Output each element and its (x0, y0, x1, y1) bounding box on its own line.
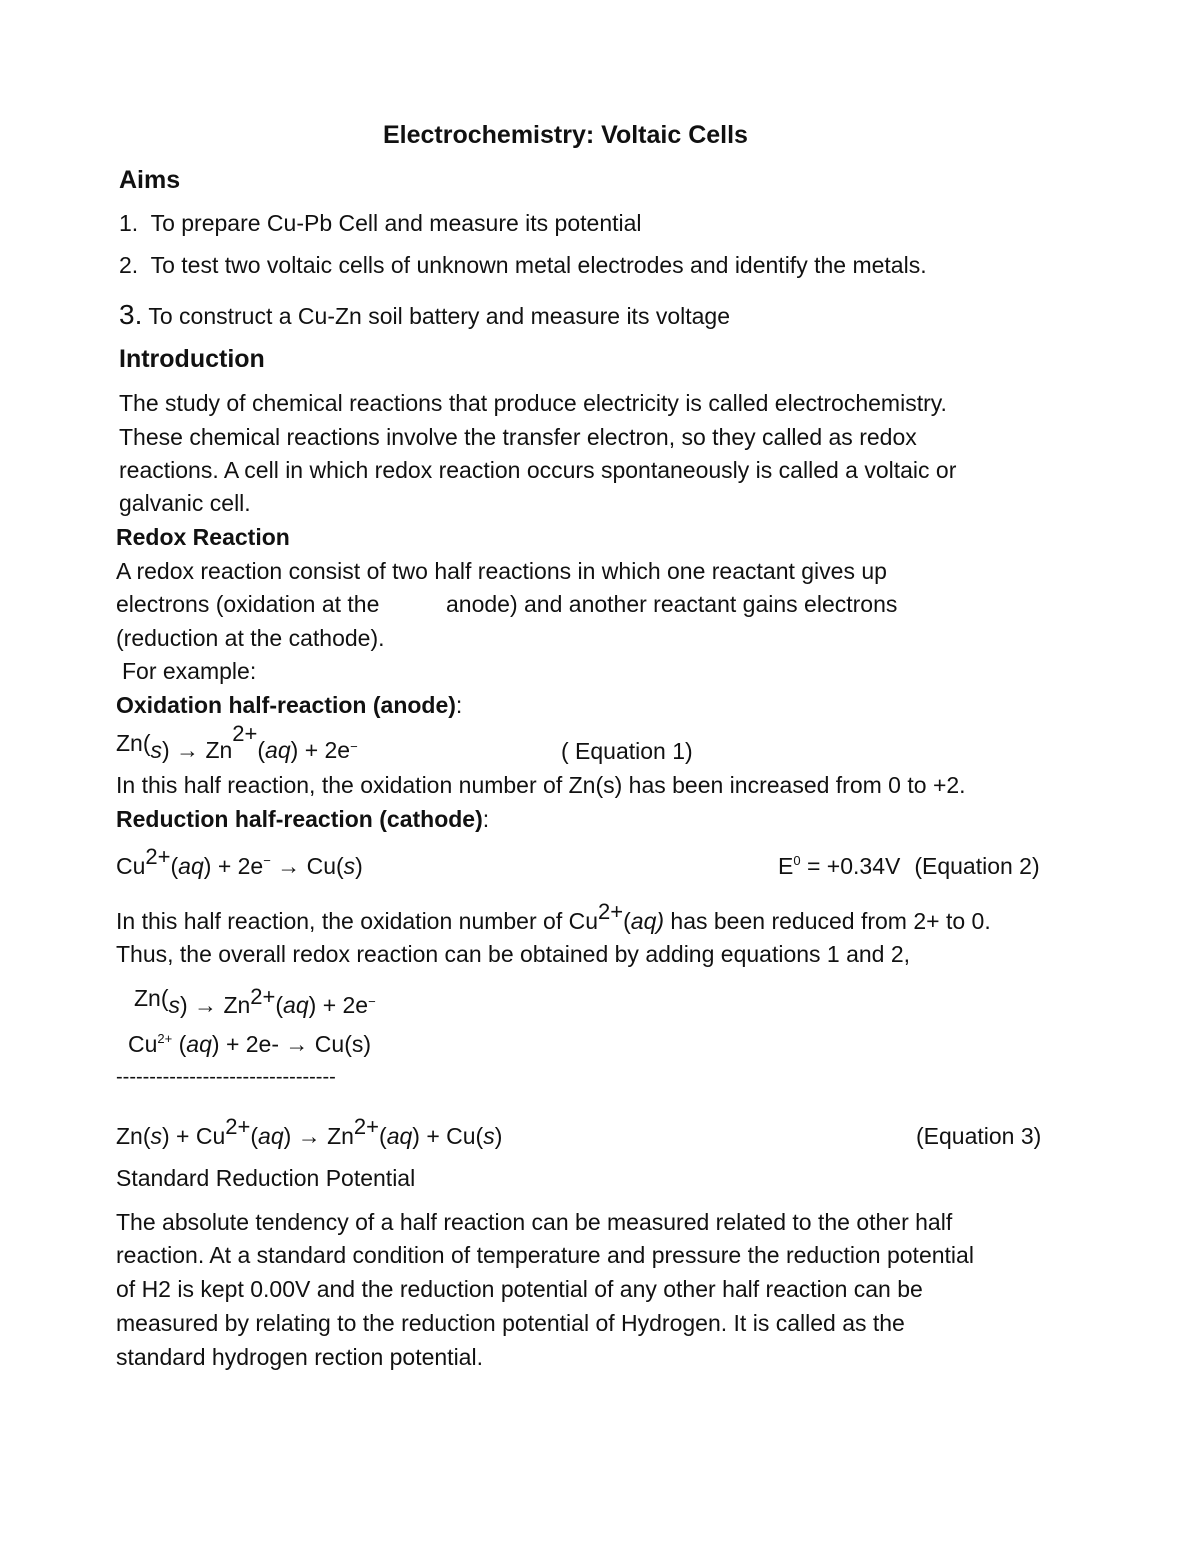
aim-item-3 (119, 301, 730, 329)
eq-text: ( (275, 992, 284, 1018)
eq-text: ( (170, 853, 179, 879)
redox-line: (reduction at the cathode). (116, 625, 385, 651)
standard-line: standard hydrogen rection potential. (116, 1344, 483, 1370)
eq-text: ) (355, 853, 363, 879)
eq-text: Zn( (116, 730, 151, 756)
eq-superscript: 2+ (353, 1114, 380, 1139)
redox-line: For example: (122, 658, 257, 684)
redox-line: anode) and another reactant gains electrons (446, 591, 898, 617)
aim-number: 3. (119, 299, 143, 330)
note-text: aq) (630, 908, 665, 934)
eq-superscript: 2+ (157, 1031, 173, 1046)
aims-heading: Aims (119, 166, 181, 194)
redox-line: A redox reaction consist of two half reactions in which one reactant gives up (116, 558, 887, 584)
eq-text: ) (494, 1123, 503, 1149)
eq-text: aq (386, 1123, 413, 1149)
eq-superscript: − (350, 739, 358, 754)
aim-number: 1. (119, 210, 139, 236)
eq-superscript: − (368, 994, 376, 1009)
eq-text: s (343, 853, 356, 879)
e0-value: = +0.34V (800, 853, 901, 879)
sum-line-2 (128, 1033, 371, 1056)
oxidation-heading (116, 694, 462, 717)
intro-line: These chemical reactions involve the transfer electron, so they called as redox (119, 424, 917, 450)
eq-text: ) → Zn (283, 1123, 354, 1149)
eq-text: ( (257, 737, 266, 763)
eq-text: ) + 2e (308, 992, 369, 1018)
eq-superscript: 2+ (145, 844, 171, 869)
equation-2-potential (778, 855, 1040, 878)
oxidation-heading-text: Oxidation half-reaction (anode) (116, 692, 456, 718)
reduction-note (116, 899, 991, 934)
note-text: has been reduced from 2+ to 0. (664, 908, 991, 934)
standard-line: measured by relating to the reduction potential of Hydrogen. It is called as the (116, 1310, 905, 1336)
intro-line: reactions. A cell in which redox reaction occurs spontaneously is called a voltaic or (119, 457, 957, 483)
sum-divider: --------------------------------- (116, 1066, 336, 1088)
reduction-heading-text: Reduction half-reaction (cathode) (116, 806, 483, 832)
note-superscript: 2+ (598, 899, 624, 924)
eq-superscript: 2+ (225, 1114, 251, 1139)
standard-line: The absolute tendency of a half reaction can be measured related to the other half (116, 1209, 953, 1235)
eq-text: Zn( (116, 1123, 151, 1149)
e0-symbol: E (778, 853, 794, 879)
eq-text: ( (172, 1031, 187, 1057)
standard-line: of H2 is kept 0.00V and the reduction potential of any other half reaction can be (116, 1276, 923, 1302)
e0-superscript: 0 (793, 853, 801, 868)
eq-text: Cu(s) (308, 1031, 372, 1057)
redox-line: electrons (oxidation at the (116, 591, 380, 617)
aim-text: To construct a Cu-Zn soil battery and measure its voltage (148, 303, 731, 329)
intro-line: galvanic cell. (119, 490, 251, 516)
eq-text: s (168, 992, 180, 1018)
standard-line: reaction. At a standard condition of temperature and pressure the reduction potential (116, 1242, 974, 1268)
equation-1 (116, 721, 358, 763)
eq-text: aq (283, 992, 309, 1018)
eq-text: ) → Zn (180, 992, 251, 1018)
equation-3 (116, 1114, 503, 1149)
equation-3-label: (Equation 3) (916, 1123, 1042, 1149)
eq-text: ) + 2e- (211, 1031, 286, 1057)
aim-number: 2. (119, 252, 139, 278)
arrow-icon: → (285, 1031, 309, 1057)
standard-heading: Standard Reduction Potential (116, 1165, 416, 1191)
aim-text: To test two voltaic cells of unknown metal electrodes and identify the metals. (150, 252, 927, 278)
eq-text: ) + Cu( (412, 1123, 484, 1149)
note-text: ( (623, 908, 631, 934)
eq-text: aq (258, 1123, 284, 1149)
reduction-note-2: Thus, the overall redox reaction can be obtained by adding equations 1 and 2, (116, 941, 911, 967)
eq-text: Cu (116, 853, 146, 879)
eq-text: aq (186, 1031, 212, 1057)
reduction-heading (116, 808, 489, 831)
eq-text: aq (178, 853, 204, 879)
eq-text: ) → Zn (162, 737, 233, 763)
eq-text: ) + 2e (290, 737, 351, 763)
eq-text: aq (265, 737, 291, 763)
intro-line: The study of chemical reactions that produce electricity is called electrochemistry. (119, 390, 947, 416)
aim-item-1 (119, 212, 642, 235)
page-title: Electrochemistry: Voltaic Cells (383, 121, 748, 149)
eq-text: Zn( (134, 985, 169, 1011)
equation-2-label: (Equation 2) (914, 853, 1040, 879)
oxidation-note: In this half reaction, the oxidation number of Zn(s) has been increased from 0 to +2. (116, 772, 966, 798)
aim-text: To prepare Cu-Pb Cell and measure its potential (150, 210, 642, 236)
sum-line-1 (134, 984, 376, 1018)
eq-text: Cu (128, 1031, 158, 1057)
eq-text: s (150, 1123, 162, 1149)
eq-text: ) + 2e (203, 853, 264, 879)
introduction-heading: Introduction (119, 345, 265, 373)
equation-1-label: ( Equation 1) (561, 738, 693, 764)
aim-item-2 (119, 254, 927, 277)
eq-text: ) + Cu (162, 1123, 226, 1149)
redox-heading: Redox Reaction (116, 524, 290, 550)
equation-2 (116, 844, 363, 879)
eq-superscript: 2+ (232, 721, 258, 746)
note-text: In this half reaction, the oxidation number of Cu (116, 908, 599, 934)
eq-text: ( (250, 1123, 259, 1149)
eq-text: s (150, 737, 162, 763)
eq-text: s (483, 1123, 495, 1149)
reduction-heading-colon: : (482, 806, 490, 832)
eq-superscript: 2+ (250, 984, 276, 1009)
eq-text: → Cu( (270, 853, 344, 879)
oxidation-heading-colon: : (455, 692, 463, 718)
eq-superscript: − (263, 853, 271, 868)
eq-text: ( (379, 1123, 387, 1149)
